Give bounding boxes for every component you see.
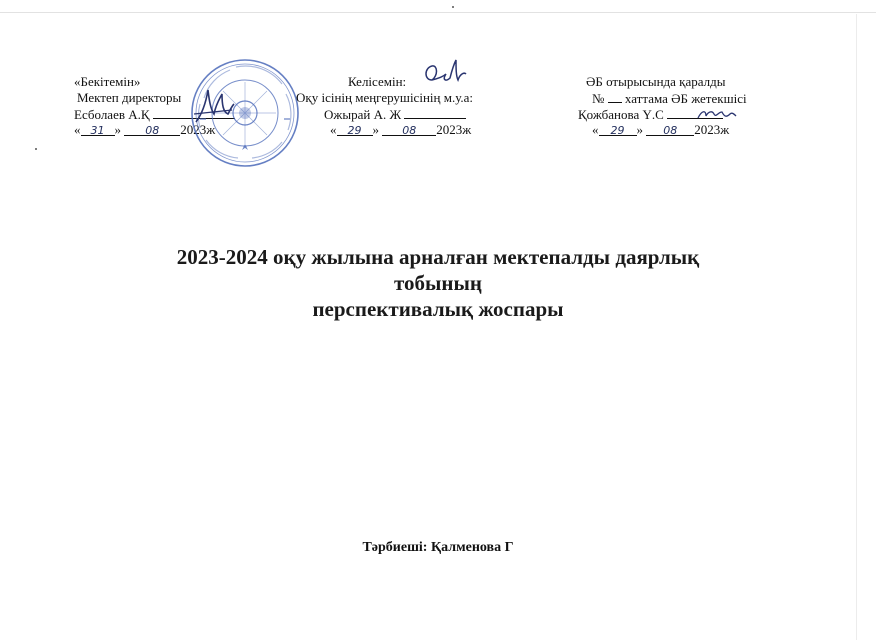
signature-blank <box>404 106 466 119</box>
date-month: 08 <box>646 123 694 136</box>
title-line-3: перспективалық жоспары <box>312 297 564 321</box>
protocol-number-sign: № <box>592 91 605 106</box>
quote-close: » <box>636 122 643 137</box>
scan-edge-top <box>0 12 876 13</box>
scan-speck <box>35 148 37 150</box>
title-line-1: 2023-2024 оқу жылына арналған мектепалды даярлық <box>176 245 700 269</box>
quote-open: « <box>592 122 599 137</box>
quote-close: » <box>114 122 121 137</box>
agreement-signature-line <box>296 106 473 122</box>
approval-position: Мектеп директоры <box>77 90 182 105</box>
review-date <box>578 122 747 138</box>
scan-speck <box>452 6 454 8</box>
date-day: 31 <box>81 123 115 136</box>
review-head-signature <box>696 106 738 124</box>
date-year: 2023ж <box>180 122 216 137</box>
agreement-name: Ожырай А. Ж <box>324 107 402 122</box>
date-month: 08 <box>124 123 180 136</box>
review-protocol-line <box>578 90 747 106</box>
agreement-date <box>296 122 473 138</box>
agreement-position: Оқу ісінің меңгерушісінің м.у.а: <box>296 90 474 105</box>
date-day: 29 <box>599 123 637 136</box>
date-year: 2023ж <box>694 122 730 137</box>
review-name: Қожбанова Ү.С <box>578 107 664 122</box>
title-line-2: тобының <box>393 271 483 295</box>
director-signature <box>192 84 238 126</box>
protocol-number-blank <box>608 90 622 103</box>
date-year: 2023ж <box>436 122 472 137</box>
agreement-heading: Келісемін: <box>348 74 407 89</box>
quote-close: » <box>372 122 379 137</box>
approval-heading: «Бекітемін» <box>74 74 141 89</box>
date-day: 29 <box>337 123 373 136</box>
document-title <box>60 244 816 322</box>
quote-open: « <box>330 122 337 137</box>
date-month: 08 <box>382 123 436 136</box>
deputy-signature <box>420 56 470 92</box>
approval-name: Есболаев А.Қ <box>74 107 150 122</box>
teacher-name: Тәрбиеші: Қалменова Г <box>362 540 514 555</box>
quote-open: « <box>74 122 81 137</box>
review-heading: ӘБ отырысында қаралды <box>586 74 726 89</box>
review-position: хаттама ӘБ жетекшісі <box>624 91 747 106</box>
